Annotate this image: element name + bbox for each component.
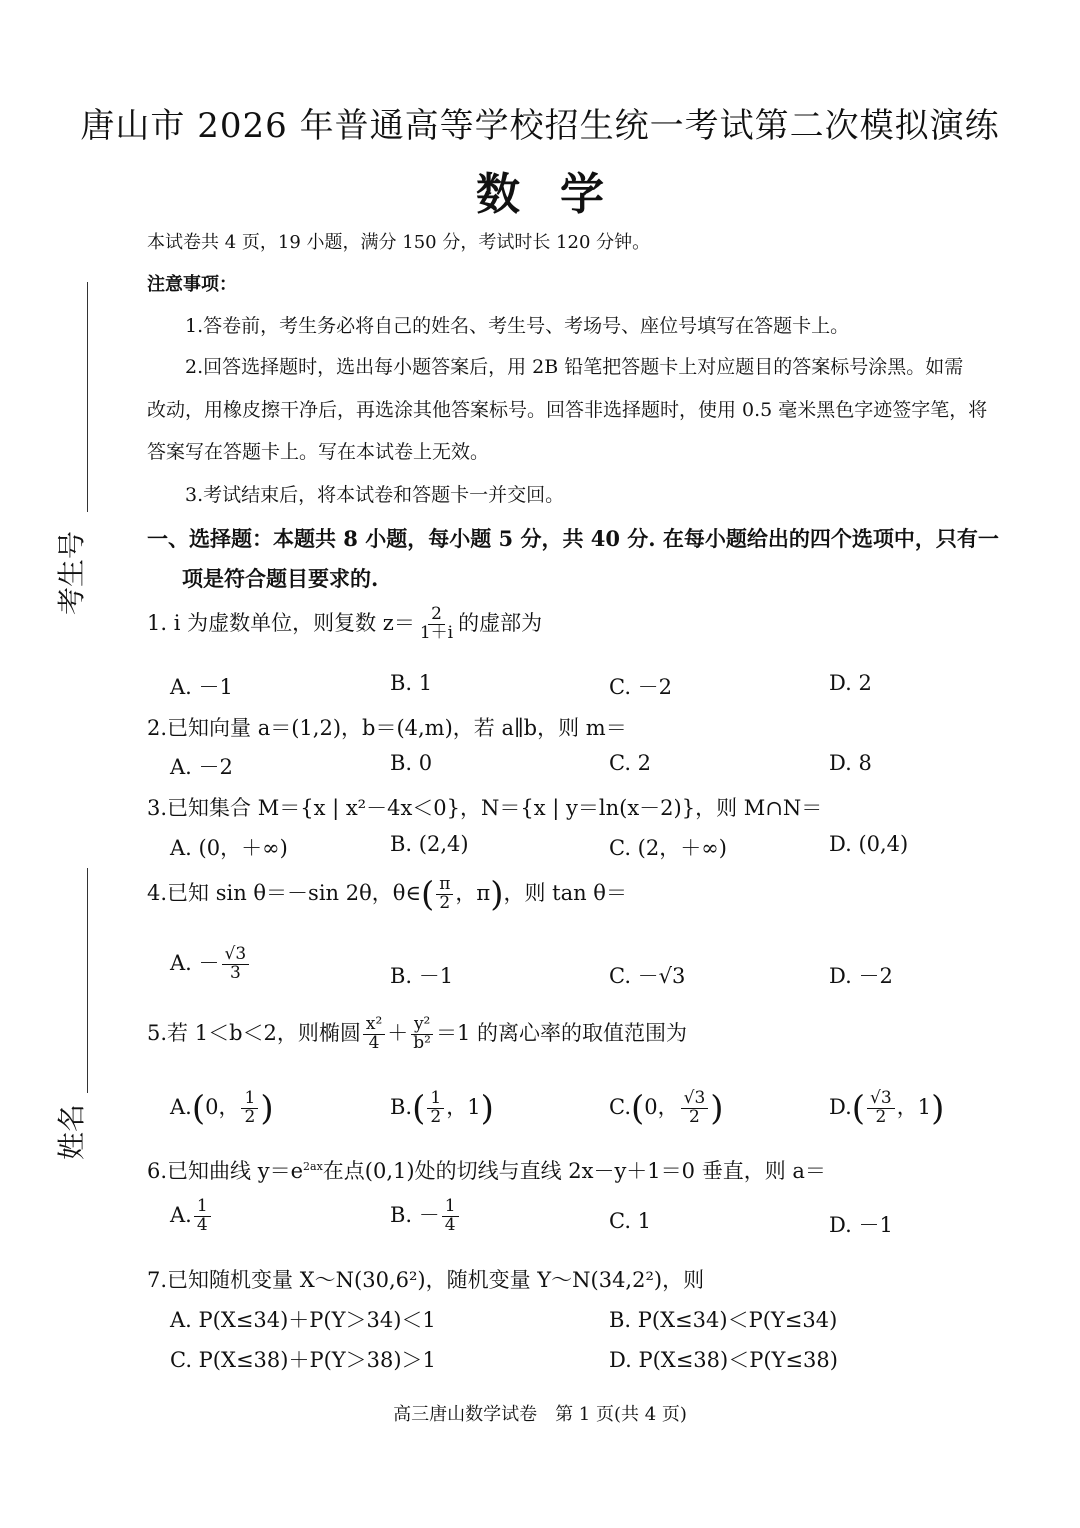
q6-option-b: B. － $\frac{1}{4}$ <box>390 1198 461 1235</box>
q4-option-a: A. － $\frac{√3}{3}$ <box>170 946 251 983</box>
q6-option-d: D. －1 <box>829 1213 893 1237</box>
name-line <box>87 868 88 1093</box>
q4-option-c: C. －√3 <box>609 964 686 988</box>
q6-option-a: A. $\frac{1}{4}$ <box>170 1198 213 1235</box>
question-1 <box>147 606 542 643</box>
q5-stem-pre: 5.若 1＜b＜2，则椭圆 <box>147 1020 361 1045</box>
q2-option-a: A. －2 <box>170 755 233 779</box>
q4-option-b: B. －1 <box>390 964 454 988</box>
question-3: 3.已知集合 M＝{x | x²－4x＜0}，N＝{x | y＝ln(x－2)}，则 M∩N＝ <box>147 796 823 820</box>
q3-option-b: B. (2,4) <box>390 832 469 856</box>
q1-stem-post: 的虚部为 <box>458 610 543 635</box>
question-5: 5.若 1＜b＜2，则椭圆 $\frac{\text{x²}}{4}$ ＋ $\frac{\text{y²}}{\text{b²}}$ ＝1 的离心率的取值范围为 <box>147 1014 688 1053</box>
q2-option-d: D. 8 <box>829 751 872 775</box>
q6-exponent: 2ax <box>303 1160 323 1173</box>
section-heading-line1: 一、选择题：本题共 8 小题，每小题 5 分，共 40 分. 在每小题给出的四个选项中，只有一 <box>147 526 999 551</box>
q3-option-a: A. (0，＋∞) <box>170 836 288 860</box>
q7-option-c: C. P(X≤38)＋P(Y＞38)＞1 <box>170 1348 436 1372</box>
examinee-no-line <box>87 282 88 512</box>
q5-option-b: B.( $\frac{1}{2}$ ，1) <box>390 1088 494 1129</box>
q1-option-c: C. －2 <box>609 675 673 699</box>
notes-heading: 注意事项： <box>147 274 237 295</box>
q1-option-b: B. 1 <box>390 671 433 695</box>
question-4: 4.已知 sin θ＝－sin 2θ，θ∈( $\frac{\pi}{2}$ ，π)，则 tan θ＝ <box>147 874 627 915</box>
q5-fraction-x: $\frac{\text{x²}}{4}$ <box>363 1016 385 1053</box>
exam-title: 唐山市 2026 年普通高等学校招生统一考试第二次模拟演练 <box>80 106 1000 146</box>
question-6 <box>147 1155 826 1185</box>
q7-option-a: A. P(X≤34)＋P(Y＞34)＜1 <box>170 1308 436 1332</box>
q3-option-c: C. (2，＋∞) <box>609 836 727 860</box>
q4-interval-end: ，π <box>455 880 491 905</box>
q2-option-b: B. 0 <box>390 751 433 775</box>
name-label: 姓名 <box>55 1103 89 1161</box>
question-2: 2.已知向量 a＝(1,2)，b＝(4,m)，若 a∥b，则 m＝ <box>147 716 627 740</box>
note-2-line3: 答案写在答题卡上。写在本试卷上无效。 <box>147 441 490 463</box>
q1-stem-pre: 1. i 为虚数单位，则复数 z＝ <box>147 610 415 635</box>
section-heading-line2: 项是符合题目要求的. <box>182 566 379 591</box>
q6-option-c: C. 1 <box>609 1209 652 1233</box>
q5-fraction-y: $\frac{\text{y²}}{\text{b²}}$ <box>410 1016 434 1053</box>
question-7: 7.已知随机变量 X～N(30,6²)，随机变量 Y～N(34,2²)，则 <box>147 1268 705 1292</box>
q7-option-b: B. P(X≤34)＜P(Y≤34) <box>609 1308 838 1332</box>
note-1: 1.答卷前，考生务必将自己的姓名、考生号、考场号、座位号填写在答题卡上。 <box>185 315 850 337</box>
q3-option-d: D. (0,4) <box>829 832 909 856</box>
exam-intro: 本试卷共 4 页，19 小题，满分 150 分，考试时长 120 分钟。 <box>147 232 651 253</box>
q5-option-a: A.(0， $\frac{1}{2}$ ) <box>170 1088 274 1129</box>
q4-stem-post: ，则 tan θ＝ <box>503 880 627 905</box>
q4-option-d: D. －2 <box>829 964 893 988</box>
q4-fraction: $\frac{\pi}{2}$ <box>436 876 453 913</box>
q6-stem-post: 在点(0,1)处的切线与直线 2x－y＋1＝0 垂直，则 a＝ <box>322 1159 826 1183</box>
q5-option-c: C.(0， $\frac{√3}{2}$ ) <box>609 1088 724 1129</box>
q1-option-d: D. 2 <box>829 671 872 695</box>
subject-title: 数学 <box>476 169 644 220</box>
q6-stem-pre: 6.已知曲线 y＝e <box>147 1159 304 1183</box>
note-2-line2: 改动，用橡皮擦干净后，再选涂其他答案标号。回答非选择题时，使用 0.5 毫米黑色字迹签字笔，将 <box>147 399 988 421</box>
q2-option-c: C. 2 <box>609 751 652 775</box>
q5-stem-post: ＝1 的离心率的取值范围为 <box>436 1020 688 1045</box>
page-footer: 高三唐山数学试卷 第 1 页(共 4 页) <box>393 1404 687 1425</box>
q1-option-a: A. －1 <box>170 675 233 699</box>
q1-fraction: $\frac{2}{1+i}$ <box>419 604 454 643</box>
note-2-line1: 2.回答选择题时，选出每小题答案后，用 2B 铅笔把答题卡上对应题目的答案标号涂黑。如需 <box>185 356 964 378</box>
q4-stem-pre: 4.已知 sin θ＝－sin 2θ，θ∈ <box>147 880 421 905</box>
note-3: 3.考试结束后，将本试卷和答题卡一并交回。 <box>185 484 565 506</box>
q7-option-d: D. P(X≤38)＜P(Y≤38) <box>609 1348 838 1372</box>
examinee-no-label: 考生号 <box>55 530 89 616</box>
q5-option-d: D.( $\frac{√3}{2}$ ，1) <box>829 1088 945 1129</box>
